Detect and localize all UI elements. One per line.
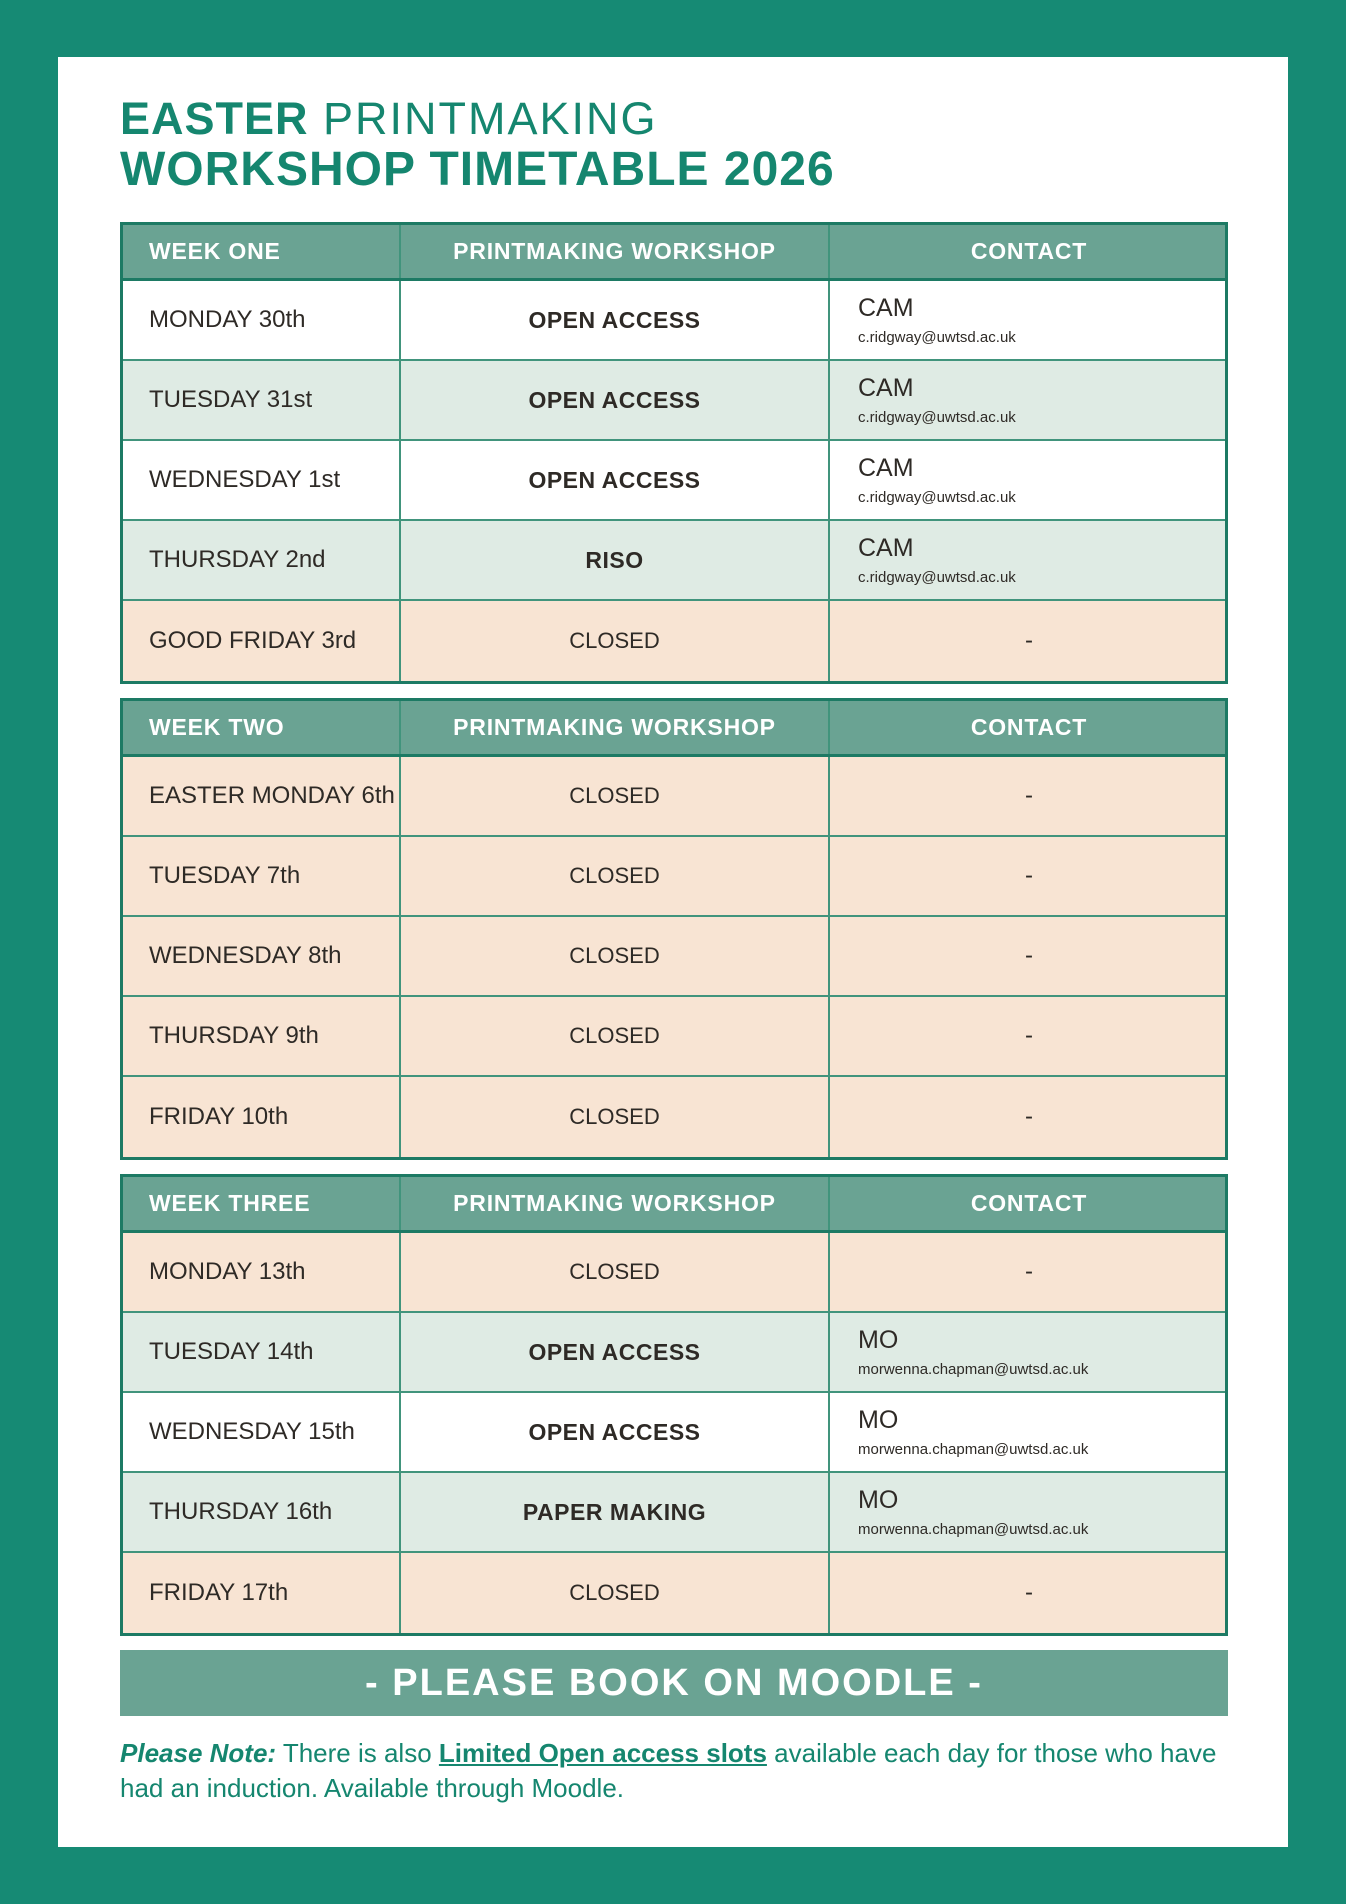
contact-cell [830, 837, 1228, 915]
contact-dash: - [1025, 1022, 1033, 1050]
page-title-line2: WORKSHOP TIMETABLE 2026 [120, 142, 835, 196]
table-row [123, 601, 1225, 681]
workshop-header-cell: PRINTMAKING WORKSHOP [401, 1177, 830, 1230]
day-cell: MONDAY 13th [123, 1233, 401, 1311]
table-row [123, 757, 1225, 837]
contact-cell [830, 601, 1228, 681]
page-title-word-easter: EASTER [120, 93, 309, 144]
page-title-word-printmaking: PRINTMAKING [308, 93, 658, 144]
title-block [120, 95, 1228, 196]
table-body [123, 281, 1225, 681]
contact-cell [830, 1077, 1228, 1157]
timetable [120, 698, 1228, 1160]
day-cell: THURSDAY 9th [123, 997, 401, 1075]
workshop-cell: OPEN ACCESS [401, 441, 830, 519]
table-row [123, 1077, 1225, 1157]
contact-name: MO [858, 1486, 899, 1515]
workshop-cell: CLOSED [401, 757, 830, 835]
week-header-cell: WEEK THREE [123, 1177, 401, 1230]
contact-email: c.ridgway@uwtsd.ac.uk [858, 329, 1016, 347]
table-row [123, 441, 1225, 521]
workshop-cell: CLOSED [401, 837, 830, 915]
table-header-row [123, 225, 1225, 281]
contact-header-cell: CONTACT [970, 714, 1088, 741]
day-cell: THURSDAY 16th [123, 1473, 401, 1551]
day-cell: GOOD FRIDAY 3rd [123, 601, 401, 681]
table-row [123, 1313, 1225, 1393]
contact-cell [830, 1313, 1228, 1391]
day-cell: WEDNESDAY 8th [123, 917, 401, 995]
contact-dash: - [1025, 1258, 1033, 1286]
week-header-cell: WEEK ONE [123, 225, 401, 278]
day-cell: TUESDAY 14th [123, 1313, 401, 1391]
contact-cell [830, 1393, 1228, 1471]
table-header-row [123, 701, 1225, 757]
table-row [123, 1473, 1225, 1553]
contact-cell [830, 361, 1228, 439]
workshop-cell: CLOSED [401, 917, 830, 995]
contact-email: c.ridgway@uwtsd.ac.uk [858, 489, 1016, 507]
workshop-cell: OPEN ACCESS [401, 1313, 830, 1391]
timetable [120, 1174, 1228, 1636]
contact-cell [830, 281, 1228, 359]
contact-email: c.ridgway@uwtsd.ac.uk [858, 569, 1016, 587]
day-cell: TUESDAY 7th [123, 837, 401, 915]
contact-name: MO [858, 1326, 899, 1355]
contact-email: c.ridgway@uwtsd.ac.uk [858, 409, 1016, 427]
table-row [123, 837, 1225, 917]
contact-cell [830, 521, 1228, 599]
table-row [123, 917, 1225, 997]
contact-name: CAM [858, 294, 914, 323]
contact-cell [830, 441, 1228, 519]
page-title-line1 [120, 95, 1228, 144]
contact-email: morwenna.chapman@uwtsd.ac.uk [858, 1361, 1089, 1379]
day-cell: WEDNESDAY 15th [123, 1393, 401, 1471]
tables [120, 222, 1228, 1636]
contact-dash: - [1025, 1103, 1033, 1131]
contact-dash: - [1025, 782, 1033, 810]
table-body [123, 757, 1225, 1157]
workshop-cell: CLOSED [401, 601, 830, 681]
week-header-cell: WEEK TWO [123, 701, 401, 754]
contact-name: MO [858, 1406, 899, 1435]
day-cell: FRIDAY 10th [123, 1077, 401, 1157]
workshop-cell: CLOSED [401, 997, 830, 1075]
contact-name: CAM [858, 454, 914, 483]
contact-header-cell: CONTACT [970, 1190, 1088, 1217]
day-cell: FRIDAY 17th [123, 1553, 401, 1633]
contact-dash: - [1025, 1579, 1033, 1607]
contact-cell [830, 917, 1228, 995]
workshop-cell: CLOSED [401, 1553, 830, 1633]
contact-header-cell: CONTACT [970, 238, 1088, 265]
note-text-before: There is also [276, 1738, 439, 1769]
note-open-access-link: Limited Open access slots [438, 1738, 767, 1769]
table-row [123, 1233, 1225, 1313]
footer-note [120, 1736, 1220, 1806]
table-row [123, 1393, 1225, 1473]
table-row [123, 361, 1225, 441]
workshop-header-cell: PRINTMAKING WORKSHOP [401, 701, 830, 754]
workshop-cell: RISO [401, 521, 830, 599]
contact-dash: - [1025, 942, 1033, 970]
workshop-header-cell: PRINTMAKING WORKSHOP [401, 225, 830, 278]
poster-page [58, 57, 1288, 1847]
table-row [123, 997, 1225, 1077]
table-row [123, 281, 1225, 361]
contact-email: morwenna.chapman@uwtsd.ac.uk [858, 1521, 1089, 1539]
day-cell: MONDAY 30th [123, 281, 401, 359]
contact-name: CAM [858, 374, 914, 403]
table-body [123, 1233, 1225, 1633]
contact-cell [830, 1553, 1228, 1633]
workshop-cell: OPEN ACCESS [401, 281, 830, 359]
contact-dash: - [1025, 627, 1033, 655]
workshop-cell: CLOSED [401, 1233, 830, 1311]
contact-email: morwenna.chapman@uwtsd.ac.uk [858, 1441, 1089, 1459]
note-lead: Please Note: [120, 1738, 277, 1769]
timetable [120, 222, 1228, 684]
day-cell: EASTER MONDAY 6th [123, 757, 401, 835]
moodle-banner [120, 1650, 1228, 1716]
table-row [123, 1553, 1225, 1633]
contact-cell [830, 1233, 1228, 1311]
contact-cell [830, 1473, 1228, 1551]
contact-cell [830, 997, 1228, 1075]
contact-name: CAM [858, 534, 914, 563]
moodle-banner-label: - PLEASE BOOK ON MOODLE - [365, 1661, 983, 1704]
workshop-cell: OPEN ACCESS [401, 1393, 830, 1471]
day-cell: TUESDAY 31st [123, 361, 401, 439]
workshop-cell: CLOSED [401, 1077, 830, 1157]
workshop-cell: OPEN ACCESS [401, 361, 830, 439]
contact-cell [830, 757, 1228, 835]
day-cell: THURSDAY 2nd [123, 521, 401, 599]
table-row [123, 521, 1225, 601]
contact-dash: - [1025, 862, 1033, 890]
table-header-row [123, 1177, 1225, 1233]
note-text-after: available each day for those who have had an induction. Available through Moodle. [120, 1738, 1217, 1804]
day-cell: WEDNESDAY 1st [123, 441, 401, 519]
workshop-cell: PAPER MAKING [401, 1473, 830, 1551]
